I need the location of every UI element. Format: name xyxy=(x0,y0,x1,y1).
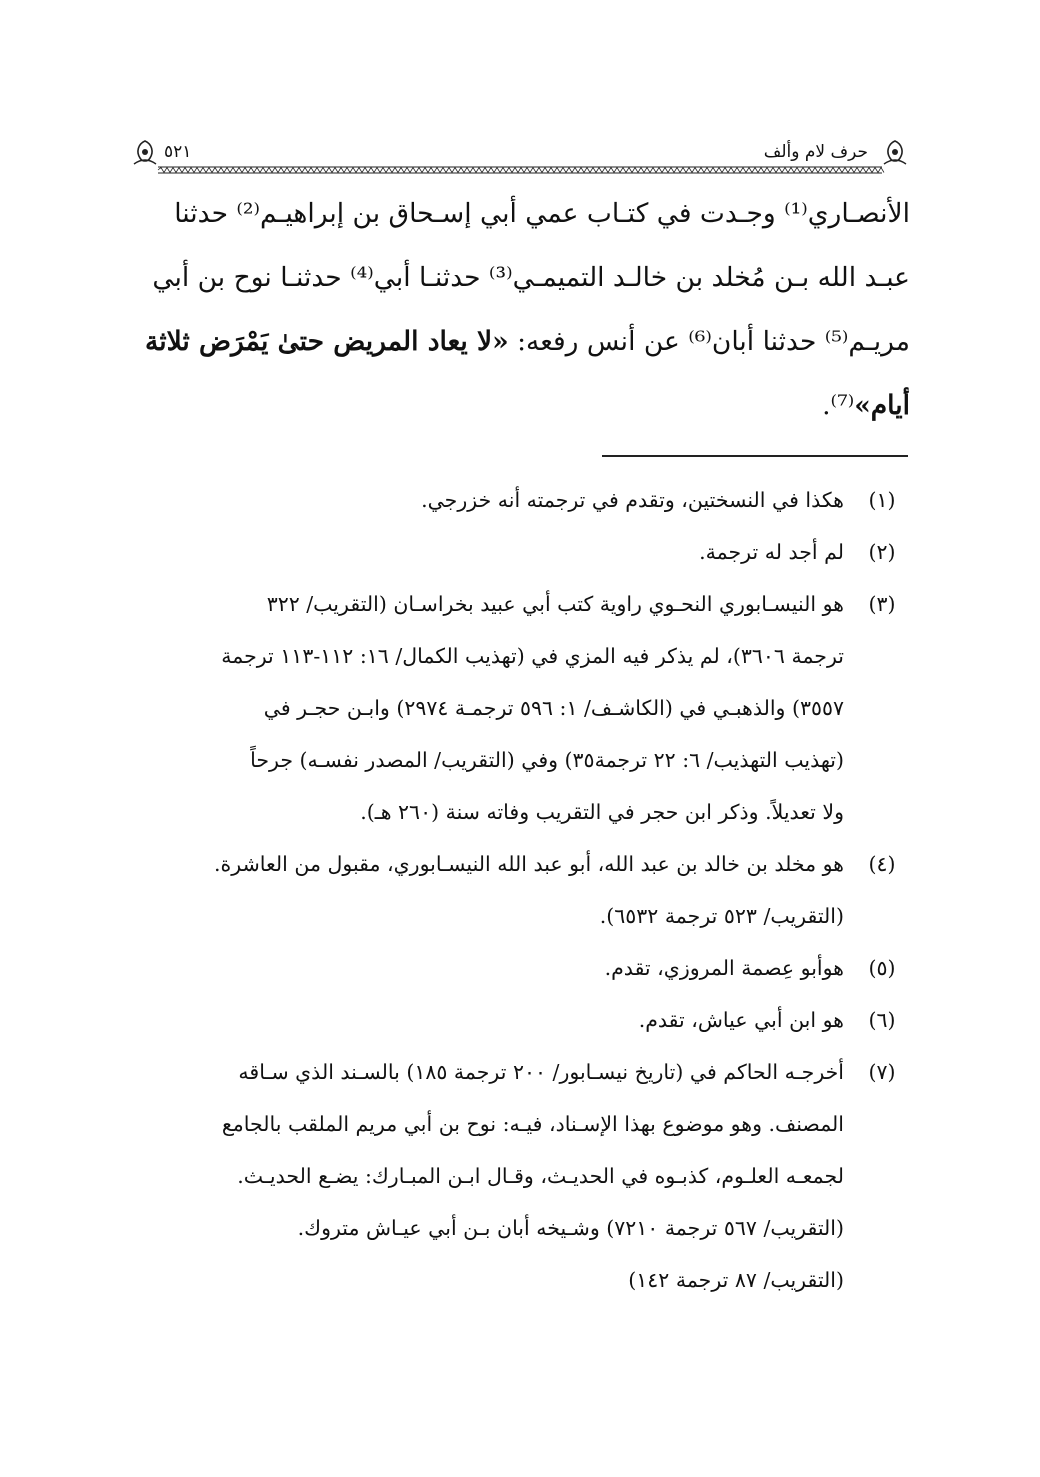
footnote-line: هكذا في النسختين، وتقدم في ترجمته أنه خزرجي. xyxy=(421,488,844,512)
footnote xyxy=(130,578,910,838)
footnote-line: هو ابن أبي عياش، تقدم. xyxy=(638,1008,844,1032)
footnote-line: المصنف. وهو موضوع بهذا الإسـناد، فيـه: نوح بن أبي مريم الملقب بالجامع xyxy=(221,1112,844,1136)
footnote-line: ٣٥٥٧) والذهبـي في (الكاشـف/ ١: ٥٩٦ ترجمـة ٢٩٧٤) وابـن حجـر في xyxy=(263,696,844,720)
ornament-left-icon xyxy=(130,138,160,168)
footnote-line: هو مخلد بن خالد بن عبد الله، أبو عبد الله النيسـابوري، مقبول من العاشرة. xyxy=(214,852,844,876)
footnote-divider xyxy=(602,455,908,457)
hadith-quote-end: أيام» xyxy=(854,390,910,421)
footnote-line: لجمعـه العلـوم، كذبـوه في الحديـث، وقـال ابـن المبـارك: يضـع الحديـث. xyxy=(237,1164,844,1188)
header-rule-band xyxy=(130,166,910,174)
hadith-quote: «لا يعاد المريض حتىٰ يَمْرَض ثلاثة xyxy=(145,326,509,357)
footnote-line: هوأبو عِصمة المروزي، تقدم. xyxy=(604,956,844,980)
footnote xyxy=(130,1046,910,1306)
footnote-line: هو النيسـابوري النحـوي راوية كتب أبي عبيد بخراسـان (التقريب/ ٣٢٢ xyxy=(266,592,844,616)
main-line: الأنصـاري⁽¹⁾ وجـدت في كتـاب عمي أبي إسـحاق بن إبراهيـم⁽²⁾ حدثنا xyxy=(174,198,910,229)
footnote-number: (٦) xyxy=(868,1008,896,1032)
footnote-number: (٤) xyxy=(868,852,896,876)
footnote-number: (١) xyxy=(868,488,896,512)
main-text-block xyxy=(124,182,910,438)
footnote-line: (تهذيب التهذيب/ ٦: ٢٢ ترجمة٣٥) وفي (التقريب/ المصدر نفسـه) جرحاً xyxy=(250,748,844,772)
footnote-number: (٣) xyxy=(868,592,896,616)
footnote xyxy=(130,474,910,526)
footnote-line: (التقريب/ ٥٦٧ ترجمة ٧٢١٠) وشـيخه أبان بـن أبي عيـاش متروك. xyxy=(297,1216,844,1240)
footnote-line: (التقريب/ ٥٢٣ ترجمة ٦٥٣٢). xyxy=(599,904,844,928)
footnote xyxy=(130,994,910,1046)
main-line: عبـد الله بـن مُخلد بن خالـد التميمـي⁽³⁾ حدثنـا أبي⁽⁴⁾ حدثنـا نوح بن أبي xyxy=(152,262,910,293)
footnote-line: ترجمة ٣٦٠٦)، لم يذكر فيه المزي في (تهذيب الكمال/ ١٦: ١١٢-١١٣ ترجمة xyxy=(221,644,844,668)
footnote-number: (٢) xyxy=(868,540,896,564)
page-number: ٥٢١ xyxy=(164,142,192,162)
footnote-ref: ⁽⁷⁾. xyxy=(822,390,855,421)
footnote-number: (٧) xyxy=(868,1060,896,1084)
running-title: حرف لام وألف xyxy=(763,142,868,162)
main-line-text: مريـم⁽⁵⁾ حدثنا أبان⁽⁶⁾ عن أنس رفعه: xyxy=(517,326,910,357)
main-line xyxy=(124,310,910,374)
footnote xyxy=(130,526,910,578)
running-header xyxy=(130,138,910,178)
footnote-number: (٥) xyxy=(868,956,896,980)
footnote xyxy=(130,942,910,994)
footnote-line: أخرجـه الحاكم في (تاريخ نيسـابور/ ٢٠٠ ترجمة ١٨٥) بالسـند الذي سـاقه xyxy=(238,1060,844,1084)
ornament-right-icon xyxy=(880,138,910,168)
footnote-line: (التقريب/ ٨٧ ترجمة ١٤٢) xyxy=(628,1268,844,1292)
footnote-line: لم أجد له ترجمة. xyxy=(699,540,844,564)
main-line xyxy=(124,374,910,438)
footnote xyxy=(130,838,910,942)
footnotes-list xyxy=(130,474,910,1306)
footnote-line: ولا تعديلاً. وذكر ابن حجر في التقريب وفاته سنة (٢٦٠ هـ). xyxy=(360,800,844,824)
